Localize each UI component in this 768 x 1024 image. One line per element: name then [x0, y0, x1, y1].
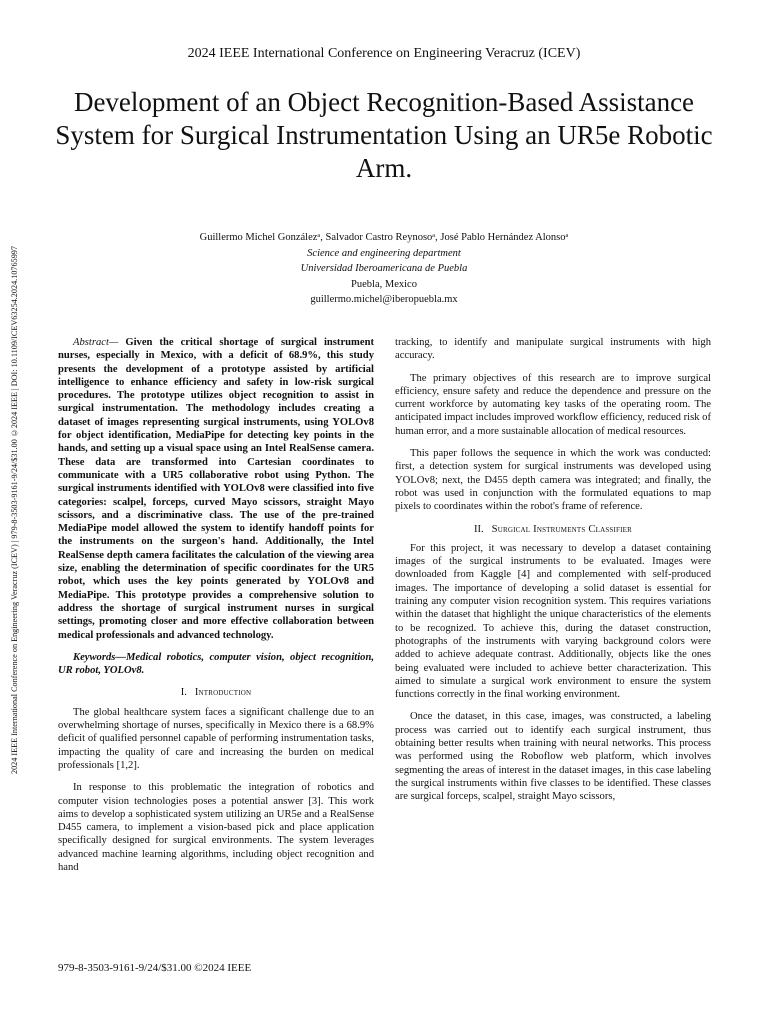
classifier-paragraph-2: Once the dataset, in this case, images, was constructed, a labeling process was carried out to identify each surgical instrument, thus obtaining better results when training with neural networks. This process was performed using the Roboflow web platform, which involves segmenting the areas of interest in the dataset images, in this case labeling the surgical instruments within five classes to be identified. These classes are surgical forceps, scalpel, straight Mayo scissors, — [395, 711, 711, 803]
section-title: Introduction — [194, 687, 252, 699]
author-university: Universidad Iberoamericana de Puebla — [300, 263, 468, 274]
keywords-text: Medical robotics, computer vision, object recognition, UR robot, YOLOv8. — [58, 651, 374, 677]
keywords — [58, 651, 374, 678]
footer-isbn: 979-8-3503-9161-9/24/$31.00 ©2024 IEEE — [58, 962, 252, 974]
abstract-label: Abstract— — [73, 337, 119, 348]
keywords-label: Keywords— — [73, 651, 126, 663]
abstract — [58, 336, 374, 642]
author-names: Guillermo Michel Gonzálezᵃ, Salvador Castro Reynosoᵃ, José Pablo Hernández Alonsoᵃ — [199, 232, 569, 243]
paper-title: Development of an Object Recognition-Based Assistance System for Surgical Instrumentation Using an UR5e Robotic Arm. — [55, 87, 713, 183]
intro-paragraph-3: The primary objectives of this research are to improve surgical efficiency, ensure safety and reduce the dependence and pressure on the current workforce by automating key tasks of the operating room. The anticipated impact includes improved workflow efficiency, reduced risk of human error, and a more sustainable allocation of medical resources. — [395, 372, 711, 437]
author-department: Science and engineering department — [307, 247, 461, 259]
abstract-text: Given the critical shortage of surgical instrument nurses, especially in Mexico, with a deficit of 68.9%, this study presents the development of a prototype assisted by artificial intelligence to enhance efficiency and safety in low-risk surgical procedures. The prototype utilizes object recognition to assist in surgical instrumentation. The methodology includes creating a dataset of images representing surgical instruments, using YOLOv8 for object identification, MediaPipe for detecting key points in the hands, and setting up a visual space using an Intel RealSense camera. These data are transformed into Cartesian coordinates to communicate with a UR5 collaborative robot using Python. The surgical instruments identified with YOLOv8 were classified into five categories: scalpel, forceps, curved Mayo scissors, straight Mayo scissors, and a discriminative class. The use of the pre-trained MediaPipe model allowed the system to identify handoff points for the instruments on the surgeon's hand. Additionally, the Intel RealSense depth camera facilitates the calculation of the viewing area size, enabling the determination of specific coordinates for the UR5 robot, which uses the key points generated by YOLOv8 and MediaPipe. This prototype provides a comprehensive solution to address the shortage of surgical instrument nurses in surgical settings, promoting closer and more effective collaboration between medical professionals and advanced technology. — [58, 337, 374, 641]
section-number: I. — [180, 687, 187, 699]
section-number: II. — [473, 523, 484, 535]
section-title: Surgical Instruments Classifier — [491, 523, 633, 535]
section-heading-introduction — [58, 686, 374, 699]
author-block — [100, 230, 668, 308]
intro-paragraph-2: In response to this problematic the integration of robotics and computer vision technologies poses a potential answer [3]. This work aims to develop a sophisticated system utilizing an UR5e and a RealSense D455 camera, to implement a vision-based pick and place application specifically designed for surgical environments. The system leverages advanced machine learning algorithms, including object recognition and hand — [58, 782, 374, 873]
section-heading-classifier — [395, 523, 711, 536]
conference-header: 2024 IEEE International Conference on Engineering Veracruz (ICEV) — [187, 46, 581, 61]
intro-paragraph-2-continued: tracking, to identify and manipulate surgical instruments with high accuracy. — [395, 337, 711, 362]
doi-sidebar: 2024 IEEE International Conference on Engineering Veracruz (ICEV) | 979-8-3503-9161-9/24/$31.00 ©2024 IEEE | DOI: 10.1109/ICEV63254.2024.10765997 — [10, 246, 19, 774]
author-email[interactable]: guillermo.michel@iberopuebla.mx — [310, 294, 458, 305]
right-column — [395, 336, 711, 813]
intro-paragraph-1: The global healthcare system faces a significant challenge due to an overwhelming shortage of nurses, specifically in Mexico there is a 68.9% deficit of qualified personnel capable of performing instrumentation tasks, impacting the quality of care and increasing the burden on medical professionals [1,2]. — [58, 706, 374, 771]
author-location: Puebla, Mexico — [351, 278, 417, 290]
classifier-paragraph-1: For this project, it was necessary to develop a dataset containing images of the surgical instruments to be evaluated. Images were downloaded from Kaggle [4] and complemented with self-produced images. The importance of developing a solid dataset is essential for training any computer vision recognition system. This requires variations within the dataset that highlight the unique characteristics of the elements to be recognized. To achieve this, during the dataset construction, photographs of the instruments with varying background colors were added to achieve adequate contrast. Additionally, objects like the ones being evaluated were included to achieve better characterization. This aimed to simulate a surgical work environment to ensure the system functions correctly in the final working environment. — [395, 542, 711, 701]
left-column — [58, 336, 374, 883]
intro-paragraph-4: This paper follows the sequence in which the work was conducted: first, a detection system for surgical instruments was developed using YOLOv8; next, the D455 depth camera was integrated; and finally, the robot was used in conjunction with the formulated equations to map pixels to coordinates within the robot's frame of reference. — [395, 448, 711, 513]
